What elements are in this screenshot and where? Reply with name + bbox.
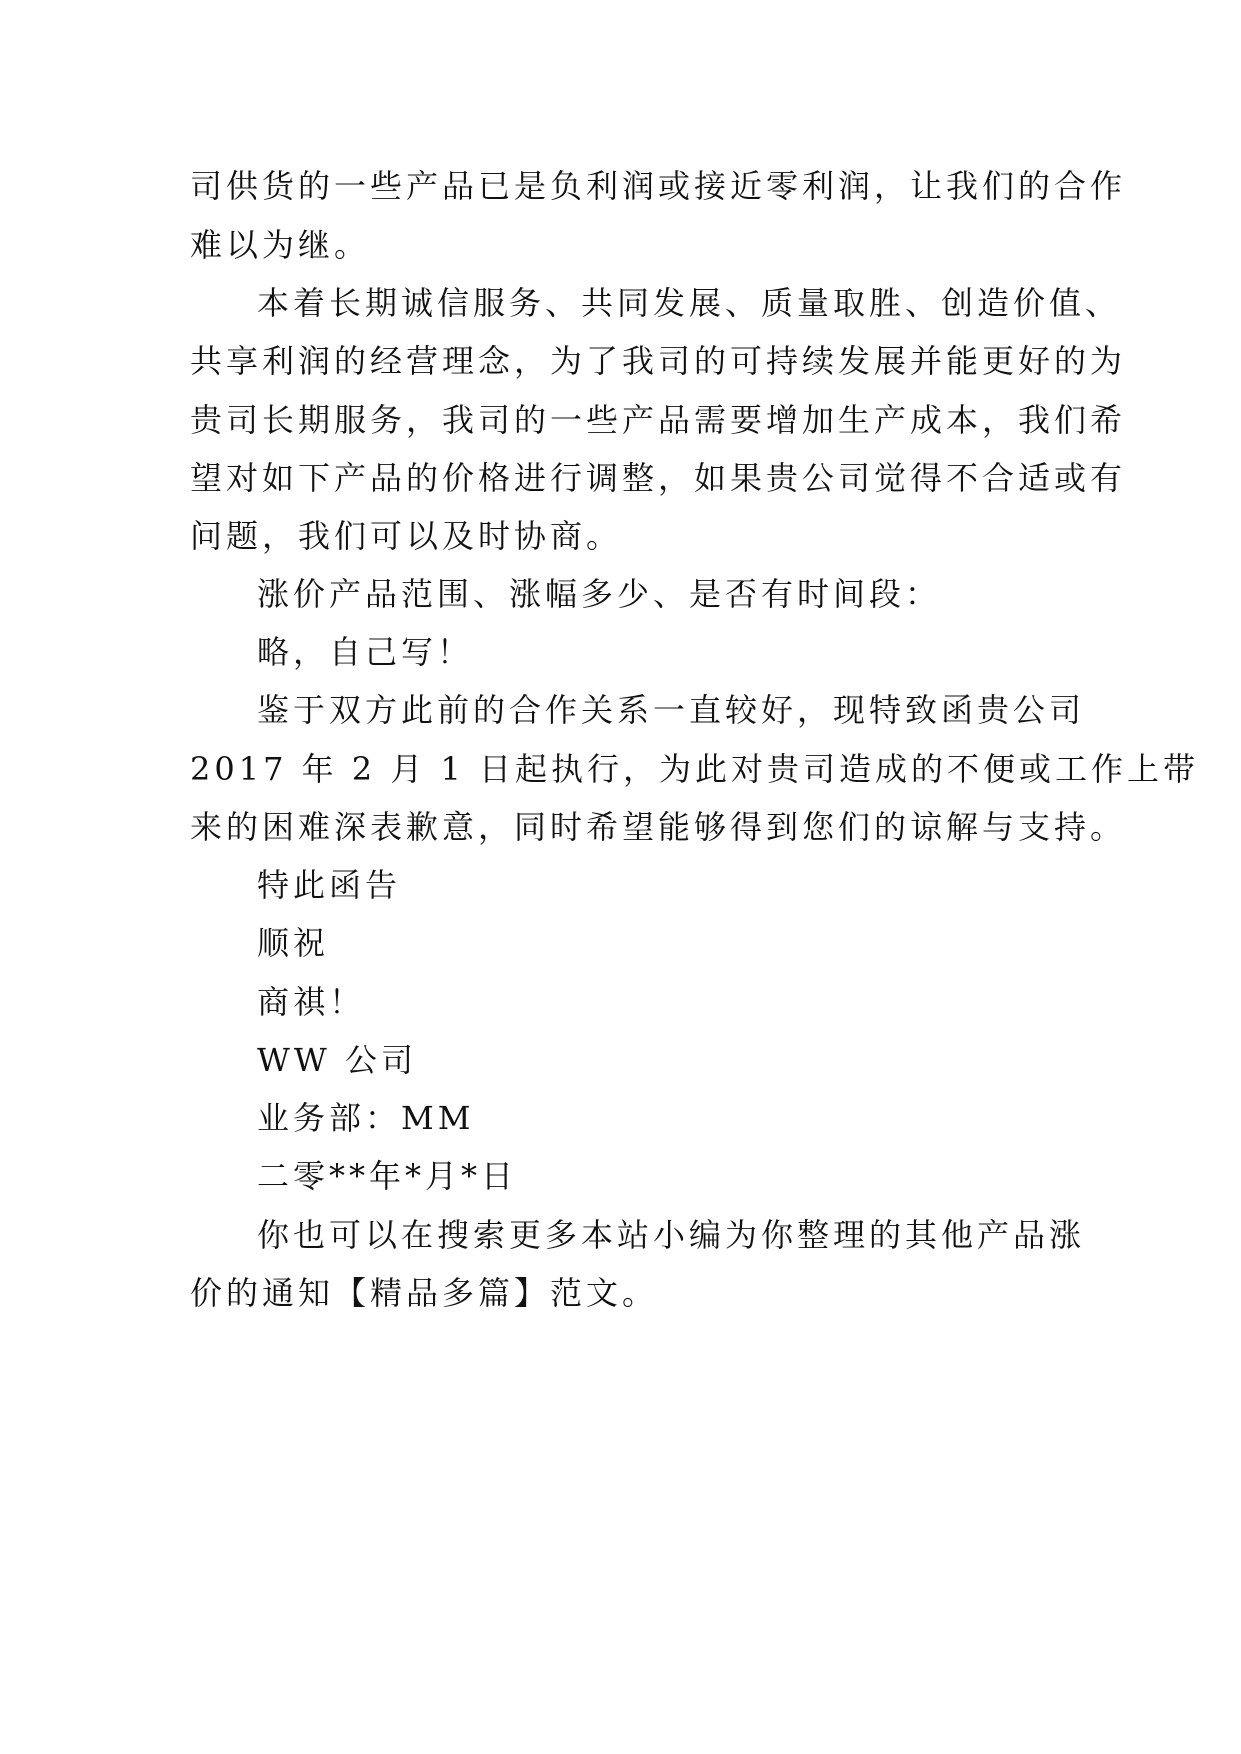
body-line-2: 难以为继。 — [190, 226, 371, 264]
body-line-8: 涨价产品范围、涨幅多少、是否有时间段： — [257, 575, 942, 613]
closing-line-2: 顺祝 — [257, 924, 330, 962]
signature-date: 二零**年*月*日 — [257, 1157, 518, 1195]
body-line-5: 贵司长期服务，我司的一些产品需要增加生产成本，我们希 — [190, 401, 1127, 439]
footer-line-1: 你也可以在搜索更多本站小编为你整理的其他产品涨 — [257, 1216, 1086, 1254]
closing-line-3: 商祺！ — [257, 983, 366, 1021]
body-line-3: 本着长期诚信服务、共同发展、质量取胜、创造价值、 — [257, 284, 1122, 322]
body-line-9: 略，自己写！ — [257, 633, 474, 671]
body-line-1: 司供货的一些产品已是负利润或接近零利润，让我们的合作 — [190, 167, 1127, 205]
signature-company: WW 公司 — [257, 1041, 417, 1079]
body-line-11: 2017 年 2 月 1 日起执行，为此对贵司造成的不便或工作上带 — [190, 750, 1200, 788]
closing-line-1: 特此函告 — [257, 866, 402, 904]
body-line-10: 鉴于双方此前的合作关系一直较好，现特致函贵公司 — [257, 691, 1086, 729]
body-line-4: 共享利润的经营理念，为了我司的可持续发展并能更好的为 — [190, 342, 1127, 380]
body-line-12: 来的困难深表歉意，同时希望能够得到您们的谅解与支持。 — [190, 808, 1127, 846]
body-line-7: 问题，我们可以及时协商。 — [190, 517, 623, 555]
body-line-6: 望对如下产品的价格进行调整，如果贵公司觉得不合适或有 — [190, 459, 1127, 497]
footer-line-2: 价的通知【精品多篇】范文。 — [190, 1274, 659, 1312]
signature-department: 业务部：MM — [257, 1099, 475, 1137]
